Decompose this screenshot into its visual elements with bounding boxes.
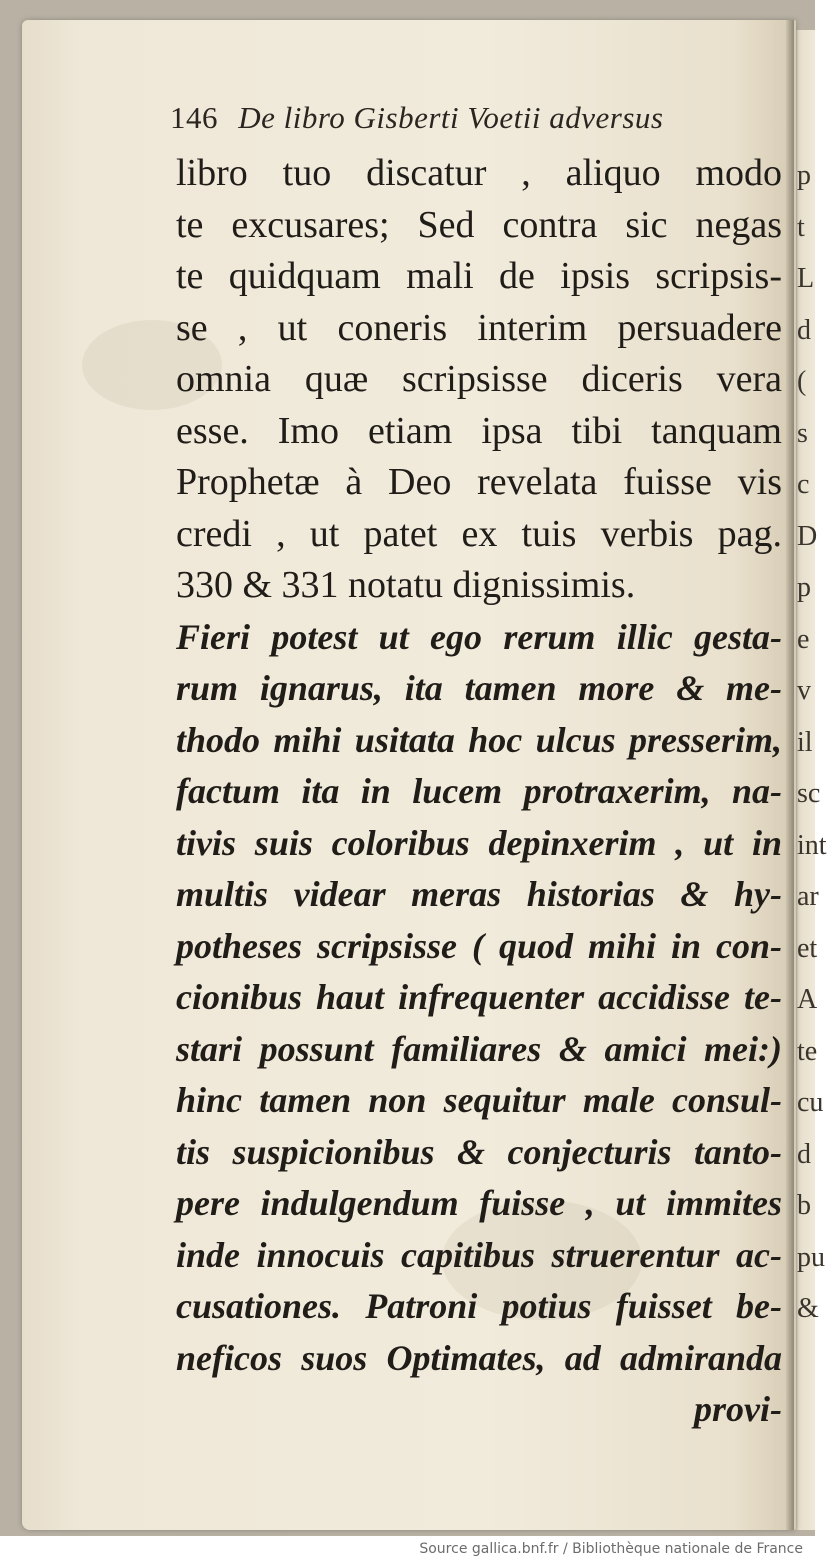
facing-page-fragment: D	[797, 520, 818, 552]
text-line: multis videar meras historias & hy-	[176, 874, 782, 914]
text-line: te excusares; Sed contra sic negas	[176, 203, 782, 246]
text-line: cionibus haut infrequenter accidisse te-	[176, 977, 782, 1017]
text-line: stari possunt familiares & amici mei:)	[176, 1028, 782, 1069]
facing-page-fragment: ar	[797, 881, 819, 912]
facing-page-fragment: et	[797, 932, 818, 964]
facing-page-fragment: L	[797, 263, 815, 294]
facing-page-fragment: pu	[797, 1241, 825, 1273]
facing-page-fragment: sc	[797, 778, 821, 809]
facing-page-fragment: t	[797, 211, 805, 243]
facing-page-fragment: v	[797, 675, 811, 706]
text-line: factum ita in lucem protraxerim, na-	[176, 771, 782, 811]
facing-page-fragment: d	[797, 314, 811, 346]
text-line: rum ignarus, ita tamen more & me-	[176, 668, 782, 708]
facing-page-fragment: il	[797, 726, 813, 758]
facing-page-fragment: c	[797, 469, 810, 500]
facing-page-fragment: A	[797, 984, 818, 1015]
catchword: provi-	[694, 1389, 782, 1429]
facing-page-fragment: te	[797, 1035, 818, 1067]
text-line: thodo mihi usitata hoc ulcus presserim,	[176, 719, 782, 760]
facing-page-text	[797, 150, 827, 1335]
facing-page-fragment: d	[797, 1138, 811, 1170]
text-line: inde innocuis capitibus struerentur ac-	[176, 1234, 782, 1275]
text-line: hinc tamen non sequitur male consul-	[176, 1080, 782, 1120]
facing-page-fragment: b	[797, 1190, 811, 1221]
text-line: neficos suos Optimates, ad admiranda	[176, 1337, 782, 1378]
text-line: esse. Imo etiam ipsa tibi tanquam	[176, 409, 782, 452]
text-line: credi , ut patet ex tuis verbis pag.	[176, 512, 782, 555]
footer-bar	[0, 1536, 815, 1566]
book-gutter	[786, 20, 794, 1530]
facing-page-fragment: (	[797, 366, 807, 397]
text-line: tis suspicionibus & conjecturis tanto-	[176, 1131, 782, 1172]
facing-page-fragment: s	[797, 417, 808, 449]
source-credit: Source gallica.bnf.fr / Bibliothèque nationale de France	[419, 1541, 803, 1557]
facing-page-fragment: e	[797, 623, 810, 655]
text-line: 330 & 331 notatu dignissimis.	[176, 564, 636, 606]
text-line: omnia quæ scripsisse diceris vera	[176, 358, 782, 400]
text-line: se , ut coneris interim persuadere	[176, 306, 782, 349]
body-text	[176, 148, 782, 1436]
text-line: cusationes. Patroni potius fuisset be-	[176, 1286, 782, 1326]
facing-page-fragment: p	[797, 160, 811, 191]
facing-page-fragment: cu	[797, 1087, 824, 1118]
facing-page-fragment: p	[797, 572, 811, 603]
text-line: potheses scripsisse ( quod mihi in con-	[176, 925, 782, 966]
text-line: Fieri potest ut ego rerum illic gesta-	[176, 616, 782, 657]
text-line: te quidquam mali de ipsis scripsis-	[176, 255, 782, 297]
facing-page-fragment: &	[797, 1293, 819, 1324]
text-line: libro tuo discatur , aliquo modo	[176, 152, 782, 194]
facing-page-fragment: int	[797, 829, 827, 861]
text-line: Prophetæ à Deo revelata fuisse vis	[176, 461, 782, 503]
running-head	[170, 100, 780, 136]
running-title: De libro Gisberti Voetii adversus	[238, 100, 664, 135]
text-line: pere indulgendum fuisse , ut immites	[176, 1183, 782, 1223]
page-number: 146	[170, 100, 218, 135]
text-line: tivis suis coloribus depinxerim , ut in	[176, 822, 782, 863]
